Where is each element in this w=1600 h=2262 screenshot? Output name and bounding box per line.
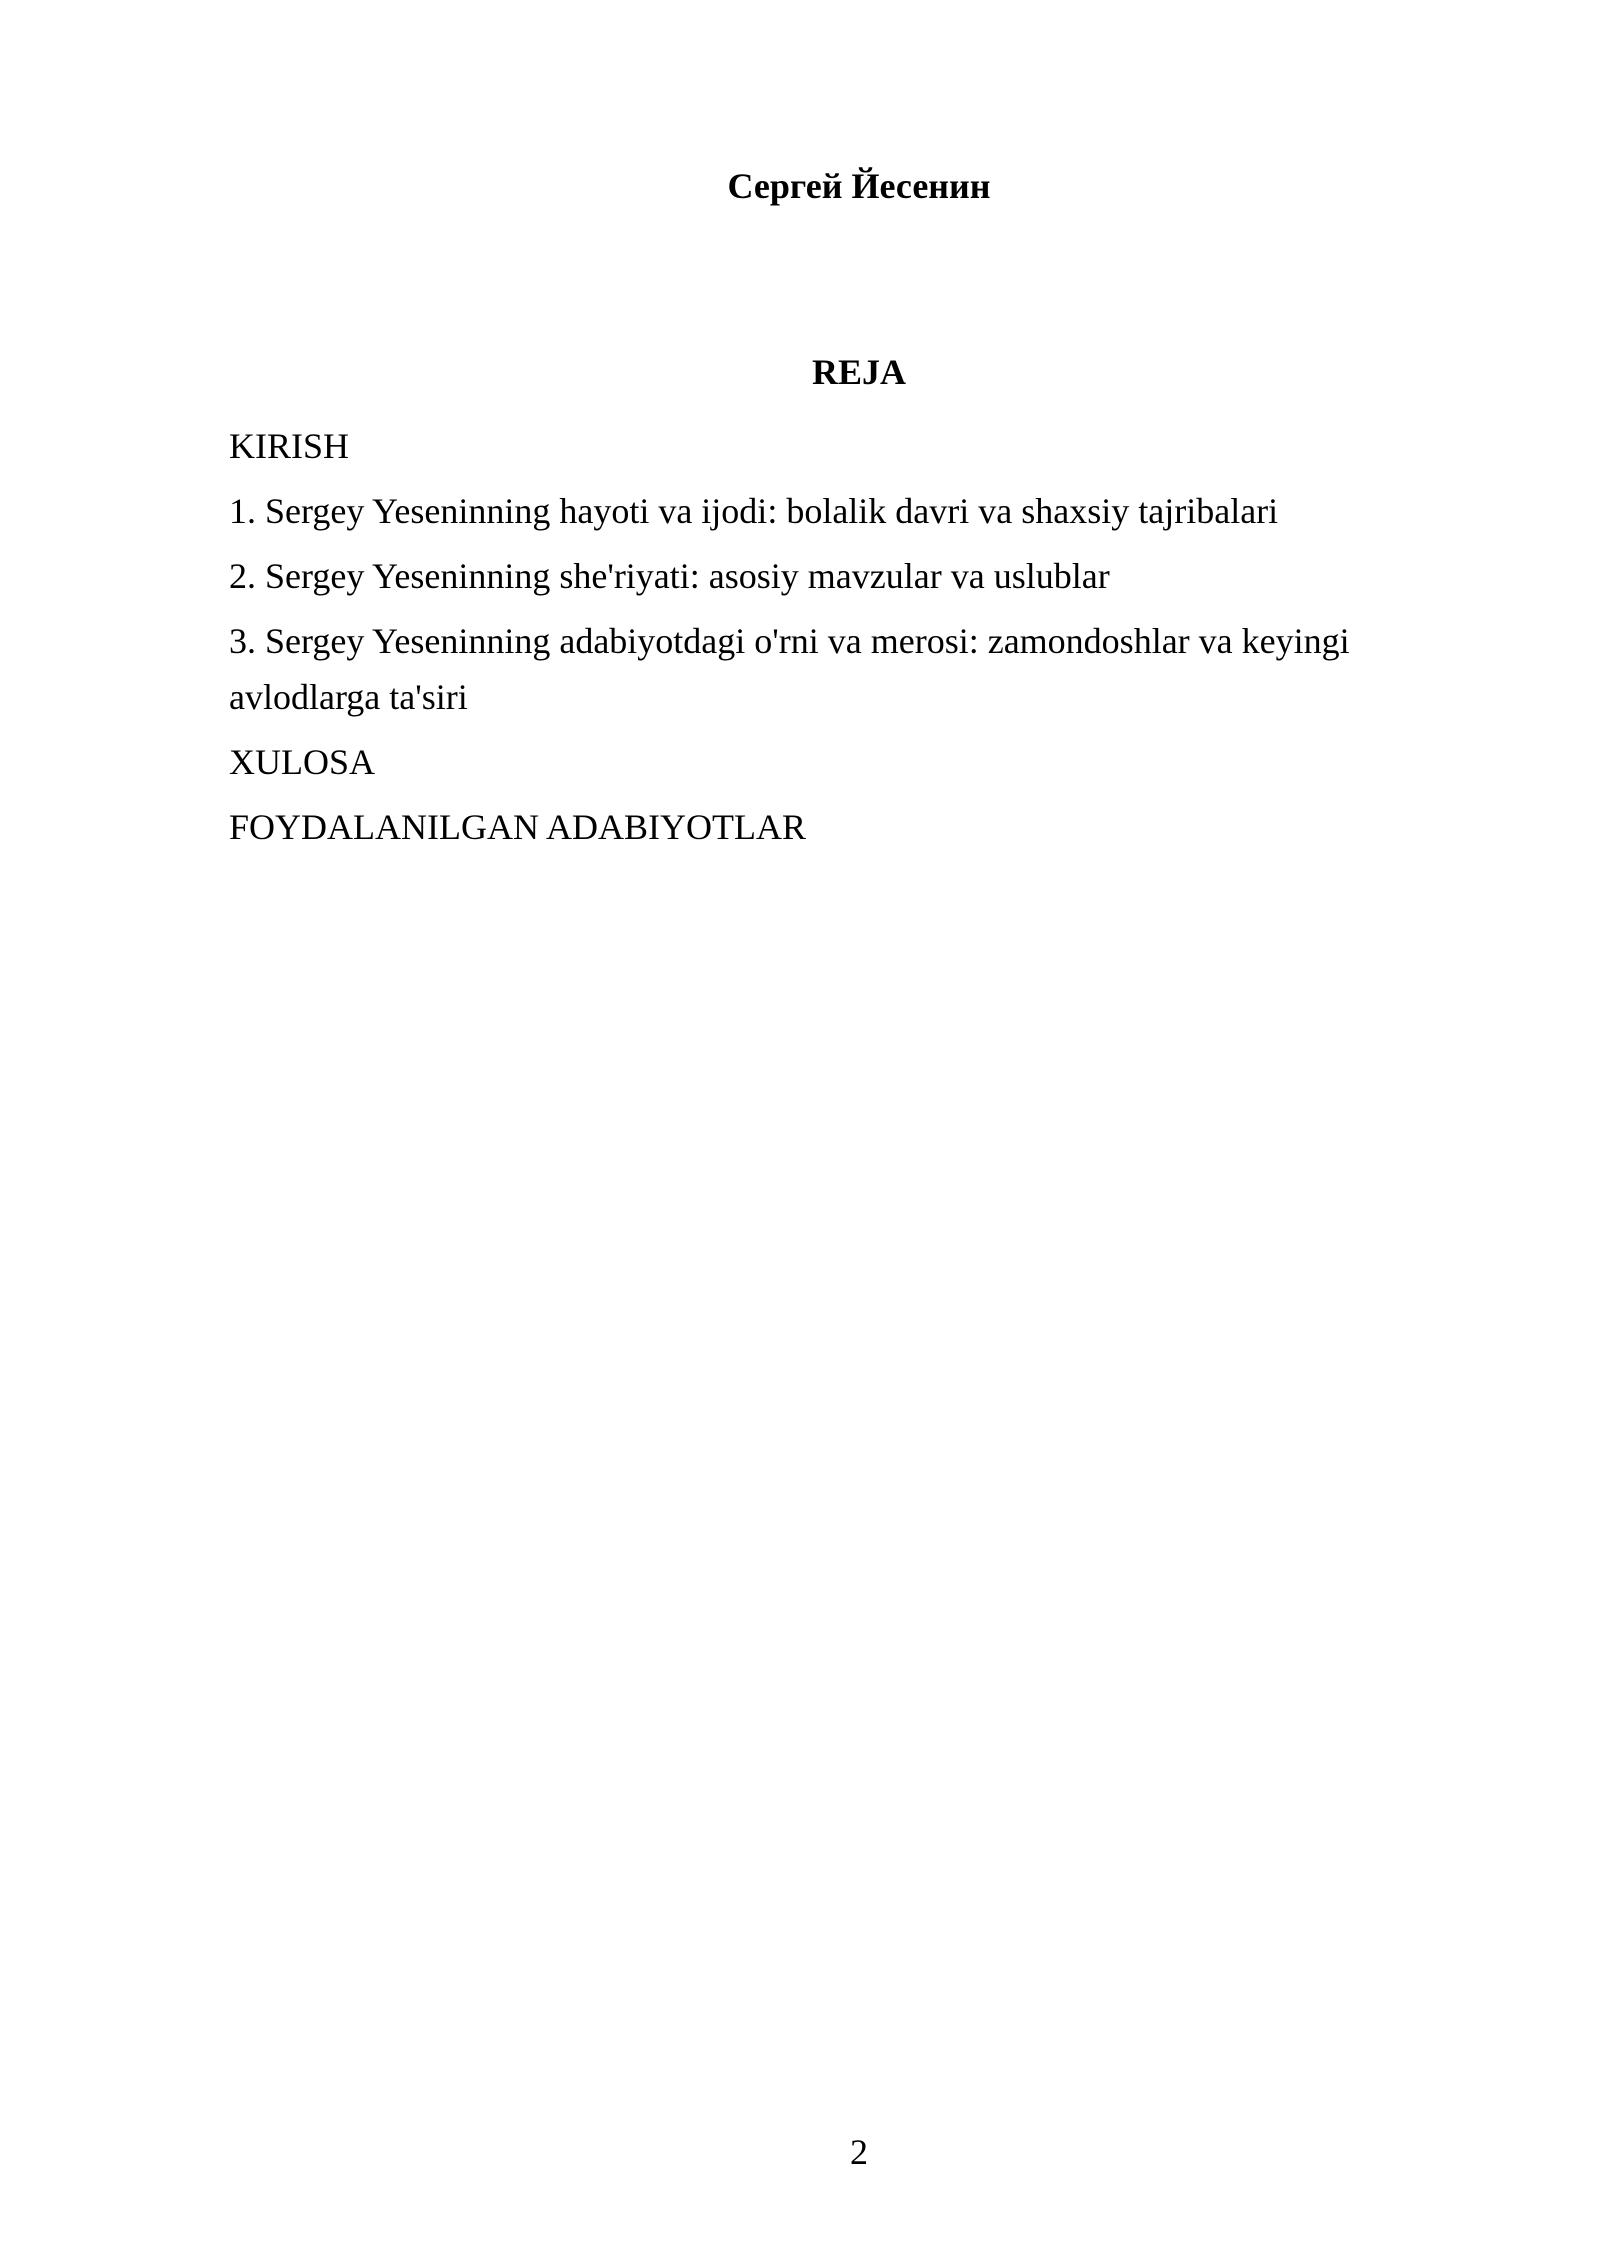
- plan-item-2: 2. Sergey Yeseninning she'riyati: asosiy mavzular va uslublar: [229, 556, 1110, 596]
- plan-item-3: 3. Sergey Yeseninning adabiyotdagi o'rni va merosi: zamondoshlar va keyingi avlodlarga ta'siri: [229, 621, 1350, 717]
- plan-item-1: 1. Sergey Yeseninning hayoti va ijodi: bolalik davri va shaxsiy tajribalari: [229, 491, 1279, 531]
- plan-list: [229, 418, 1419, 864]
- plan-item-introduction: KIRISH: [229, 426, 350, 466]
- plan-item-conclusion: XULOSA: [229, 742, 376, 782]
- document-title: Сергей Йесенин: [727, 166, 991, 206]
- plan-item-references: FOYDALANILGAN ADABIYOTLAR: [229, 807, 806, 847]
- plan-heading: REJA: [811, 352, 906, 392]
- page-number: 2: [850, 2132, 868, 2172]
